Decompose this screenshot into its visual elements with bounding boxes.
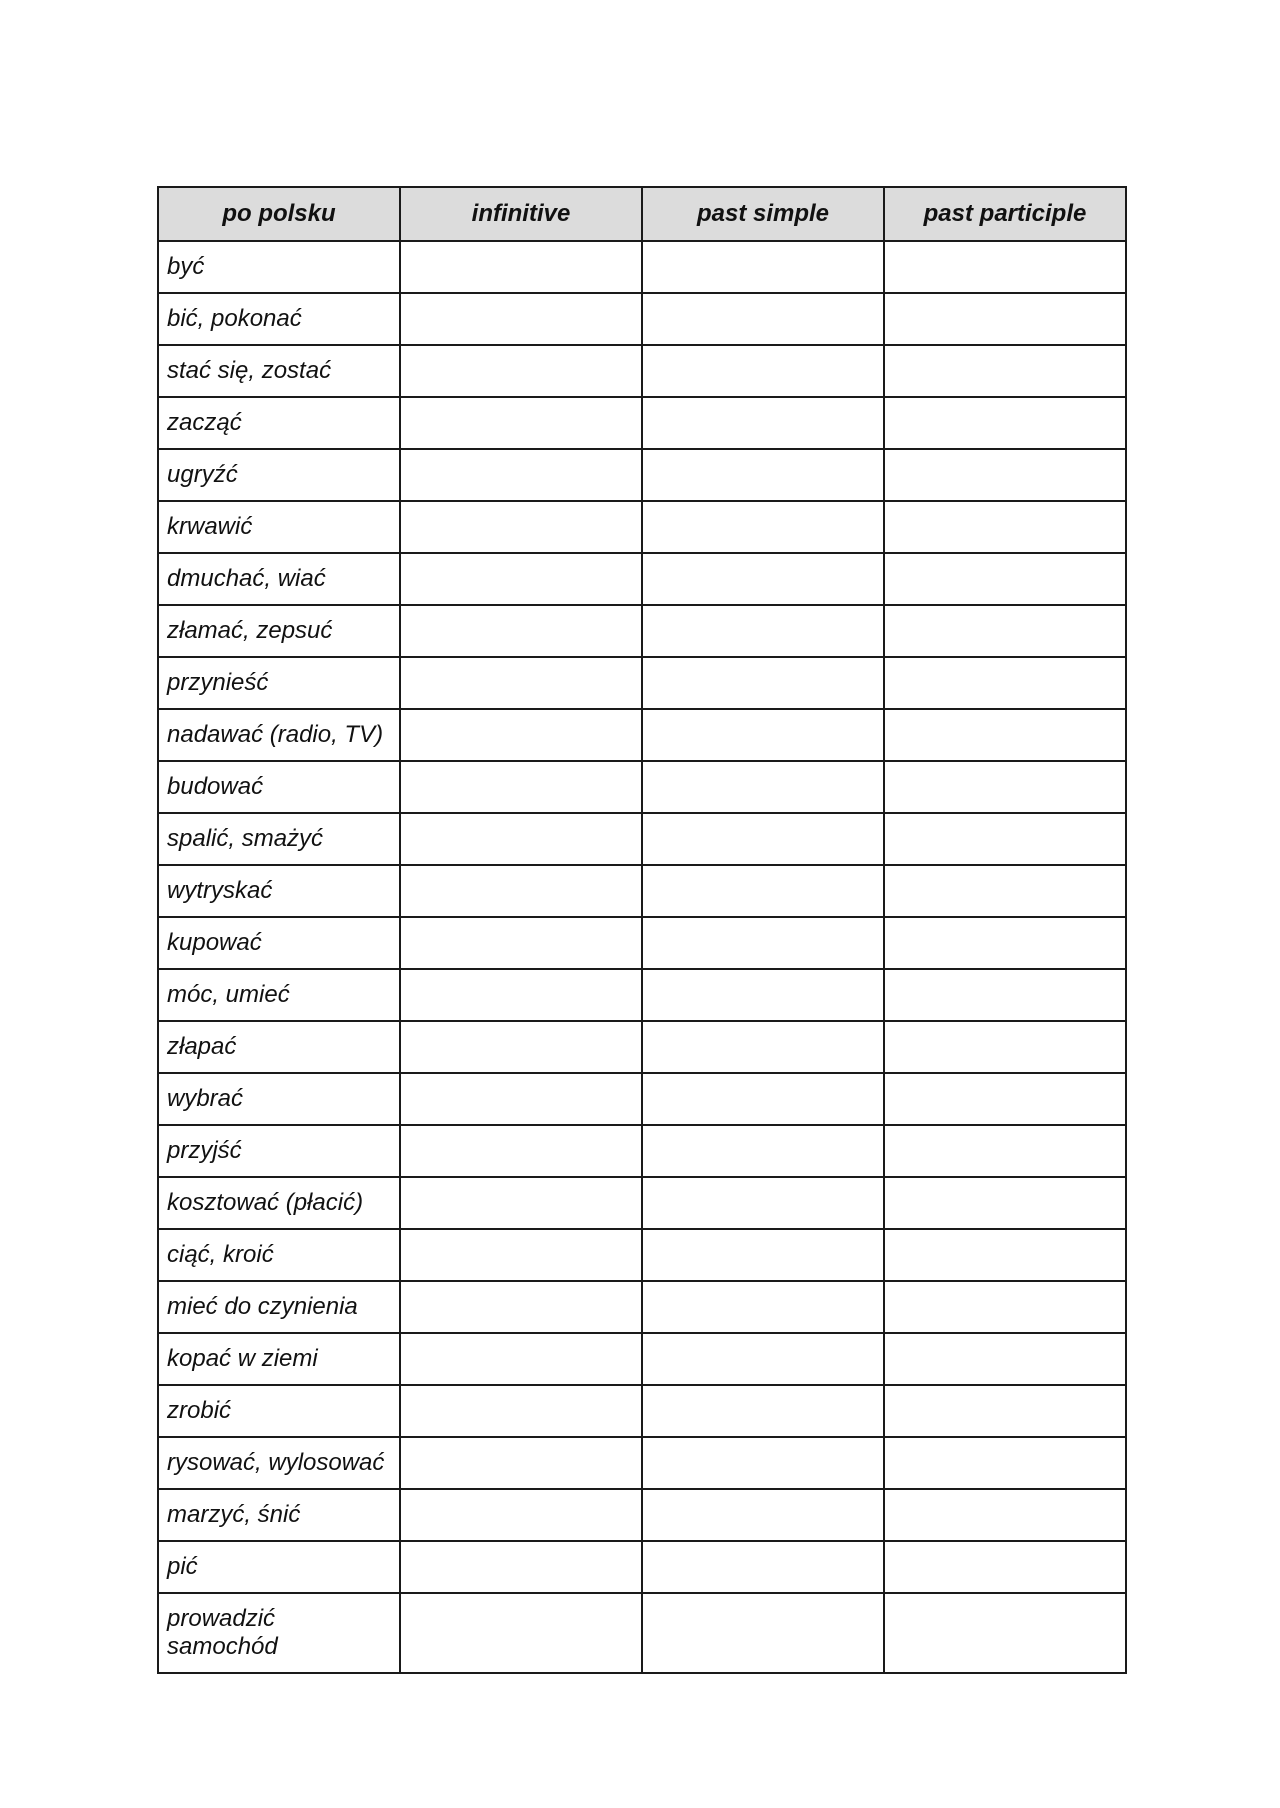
header-row: [158, 187, 1126, 241]
past-simple-cell[interactable]: [642, 865, 884, 917]
verb-table: [157, 186, 1127, 1674]
past-participle-cell[interactable]: [884, 293, 1126, 345]
table-row: [158, 397, 1126, 449]
past-simple-cell[interactable]: [642, 1073, 884, 1125]
infinitive-cell[interactable]: [400, 1177, 642, 1229]
table-row: [158, 1229, 1126, 1281]
polish-cell: wytryskać: [158, 865, 400, 917]
table-row: [158, 1385, 1126, 1437]
polish-cell: zacząć: [158, 397, 400, 449]
past-simple-cell[interactable]: [642, 1333, 884, 1385]
polish-cell: być: [158, 241, 400, 293]
table-row: [158, 709, 1126, 761]
past-simple-cell[interactable]: [642, 293, 884, 345]
past-participle-cell[interactable]: [884, 917, 1126, 969]
infinitive-cell[interactable]: [400, 1125, 642, 1177]
polish-cell: kupować: [158, 917, 400, 969]
polish-cell: kopać w ziemi: [158, 1333, 400, 1385]
past-participle-cell[interactable]: [884, 1021, 1126, 1073]
past-participle-cell[interactable]: [884, 1593, 1126, 1673]
past-simple-cell[interactable]: [642, 1281, 884, 1333]
past-simple-cell[interactable]: [642, 761, 884, 813]
past-participle-cell[interactable]: [884, 1333, 1126, 1385]
table-row: [158, 449, 1126, 501]
polish-cell: przyjść: [158, 1125, 400, 1177]
header-po-polsku: po polsku: [158, 187, 400, 241]
infinitive-cell[interactable]: [400, 1437, 642, 1489]
past-simple-cell[interactable]: [642, 709, 884, 761]
past-participle-cell[interactable]: [884, 605, 1126, 657]
polish-cell: nadawać (radio, TV): [158, 709, 400, 761]
past-participle-cell[interactable]: [884, 397, 1126, 449]
polish-cell: prowadzić samochód: [158, 1593, 400, 1673]
infinitive-cell[interactable]: [400, 1021, 642, 1073]
polish-cell: mieć do czynienia: [158, 1281, 400, 1333]
infinitive-cell[interactable]: [400, 241, 642, 293]
past-participle-cell[interactable]: [884, 657, 1126, 709]
table-row: [158, 1177, 1126, 1229]
infinitive-cell[interactable]: [400, 1385, 642, 1437]
table-row: [158, 657, 1126, 709]
table-row: [158, 969, 1126, 1021]
table-row: [158, 1281, 1126, 1333]
polish-cell: zrobić: [158, 1385, 400, 1437]
past-simple-cell[interactable]: [642, 1229, 884, 1281]
polish-cell: bić, pokonać: [158, 293, 400, 345]
infinitive-cell[interactable]: [400, 449, 642, 501]
infinitive-cell[interactable]: [400, 345, 642, 397]
past-participle-cell[interactable]: [884, 1489, 1126, 1541]
past-participle-cell[interactable]: [884, 553, 1126, 605]
past-participle-cell[interactable]: [884, 969, 1126, 1021]
table-header: [158, 187, 1126, 241]
table-row: [158, 1021, 1126, 1073]
polish-cell: złamać, zepsuć: [158, 605, 400, 657]
past-simple-cell[interactable]: [642, 501, 884, 553]
table-row: [158, 605, 1126, 657]
polish-cell: budować: [158, 761, 400, 813]
past-participle-cell[interactable]: [884, 1437, 1126, 1489]
polish-cell: pić: [158, 1541, 400, 1593]
infinitive-cell[interactable]: [400, 969, 642, 1021]
polish-cell: ugryźć: [158, 449, 400, 501]
past-simple-cell[interactable]: [642, 1385, 884, 1437]
infinitive-cell[interactable]: [400, 1333, 642, 1385]
past-simple-cell[interactable]: [642, 397, 884, 449]
past-simple-cell[interactable]: [642, 605, 884, 657]
infinitive-cell[interactable]: [400, 813, 642, 865]
infinitive-cell[interactable]: [400, 293, 642, 345]
table-row: [158, 1593, 1126, 1673]
infinitive-cell[interactable]: [400, 1593, 642, 1673]
table-row: [158, 1333, 1126, 1385]
past-participle-cell[interactable]: [884, 709, 1126, 761]
infinitive-cell[interactable]: [400, 553, 642, 605]
table-row: [158, 345, 1126, 397]
past-simple-cell[interactable]: [642, 813, 884, 865]
past-participle-cell[interactable]: [884, 1281, 1126, 1333]
infinitive-cell[interactable]: [400, 657, 642, 709]
polish-cell: wybrać: [158, 1073, 400, 1125]
past-participle-cell[interactable]: [884, 865, 1126, 917]
infinitive-cell[interactable]: [400, 1073, 642, 1125]
infinitive-cell[interactable]: [400, 1489, 642, 1541]
infinitive-cell[interactable]: [400, 605, 642, 657]
past-simple-cell[interactable]: [642, 657, 884, 709]
header-past-simple: past simple: [642, 187, 884, 241]
table-row: [158, 501, 1126, 553]
polish-cell: ciąć, kroić: [158, 1229, 400, 1281]
past-simple-cell[interactable]: [642, 1541, 884, 1593]
table-row: [158, 293, 1126, 345]
polish-cell: dmuchać, wiać: [158, 553, 400, 605]
past-simple-cell[interactable]: [642, 1177, 884, 1229]
past-simple-cell[interactable]: [642, 449, 884, 501]
past-participle-cell[interactable]: [884, 449, 1126, 501]
past-participle-cell[interactable]: [884, 1541, 1126, 1593]
polish-cell: marzyć, śnić: [158, 1489, 400, 1541]
past-participle-cell[interactable]: [884, 241, 1126, 293]
table-row: [158, 761, 1126, 813]
polish-cell: móc, umieć: [158, 969, 400, 1021]
past-participle-cell[interactable]: [884, 813, 1126, 865]
table-row: [158, 813, 1126, 865]
infinitive-cell[interactable]: [400, 761, 642, 813]
past-participle-cell[interactable]: [884, 1073, 1126, 1125]
infinitive-cell[interactable]: [400, 397, 642, 449]
past-participle-cell[interactable]: [884, 345, 1126, 397]
infinitive-cell[interactable]: [400, 1541, 642, 1593]
polish-cell: przynieść: [158, 657, 400, 709]
past-simple-cell[interactable]: [642, 241, 884, 293]
past-participle-cell[interactable]: [884, 1125, 1126, 1177]
past-participle-cell[interactable]: [884, 501, 1126, 553]
header-past-participle: past participle: [884, 187, 1126, 241]
past-participle-cell[interactable]: [884, 761, 1126, 813]
table-row: [158, 917, 1126, 969]
polish-cell: stać się, zostać: [158, 345, 400, 397]
past-simple-cell[interactable]: [642, 1125, 884, 1177]
past-simple-cell[interactable]: [642, 969, 884, 1021]
past-simple-cell[interactable]: [642, 917, 884, 969]
table-row: [158, 1489, 1126, 1541]
polish-cell: złapać: [158, 1021, 400, 1073]
table-row: [158, 865, 1126, 917]
past-participle-cell[interactable]: [884, 1177, 1126, 1229]
past-simple-cell[interactable]: [642, 345, 884, 397]
infinitive-cell[interactable]: [400, 1281, 642, 1333]
past-simple-cell[interactable]: [642, 1021, 884, 1073]
infinitive-cell[interactable]: [400, 917, 642, 969]
past-participle-cell[interactable]: [884, 1229, 1126, 1281]
past-simple-cell[interactable]: [642, 1593, 884, 1673]
polish-cell: rysować, wylosować: [158, 1437, 400, 1489]
polish-cell: krwawić: [158, 501, 400, 553]
past-simple-cell[interactable]: [642, 1489, 884, 1541]
infinitive-cell[interactable]: [400, 501, 642, 553]
past-simple-cell[interactable]: [642, 1437, 884, 1489]
table-row: [158, 1125, 1126, 1177]
past-simple-cell[interactable]: [642, 553, 884, 605]
header-infinitive: infinitive: [400, 187, 642, 241]
past-participle-cell[interactable]: [884, 1385, 1126, 1437]
table-row: [158, 553, 1126, 605]
table-row: [158, 241, 1126, 293]
table-row: [158, 1437, 1126, 1489]
polish-cell: spalić, smażyć: [158, 813, 400, 865]
table-row: [158, 1073, 1126, 1125]
infinitive-cell[interactable]: [400, 865, 642, 917]
polish-cell: kosztować (płacić): [158, 1177, 400, 1229]
infinitive-cell[interactable]: [400, 709, 642, 761]
table-row: [158, 1541, 1126, 1593]
infinitive-cell[interactable]: [400, 1229, 642, 1281]
table-body: [158, 241, 1126, 1673]
